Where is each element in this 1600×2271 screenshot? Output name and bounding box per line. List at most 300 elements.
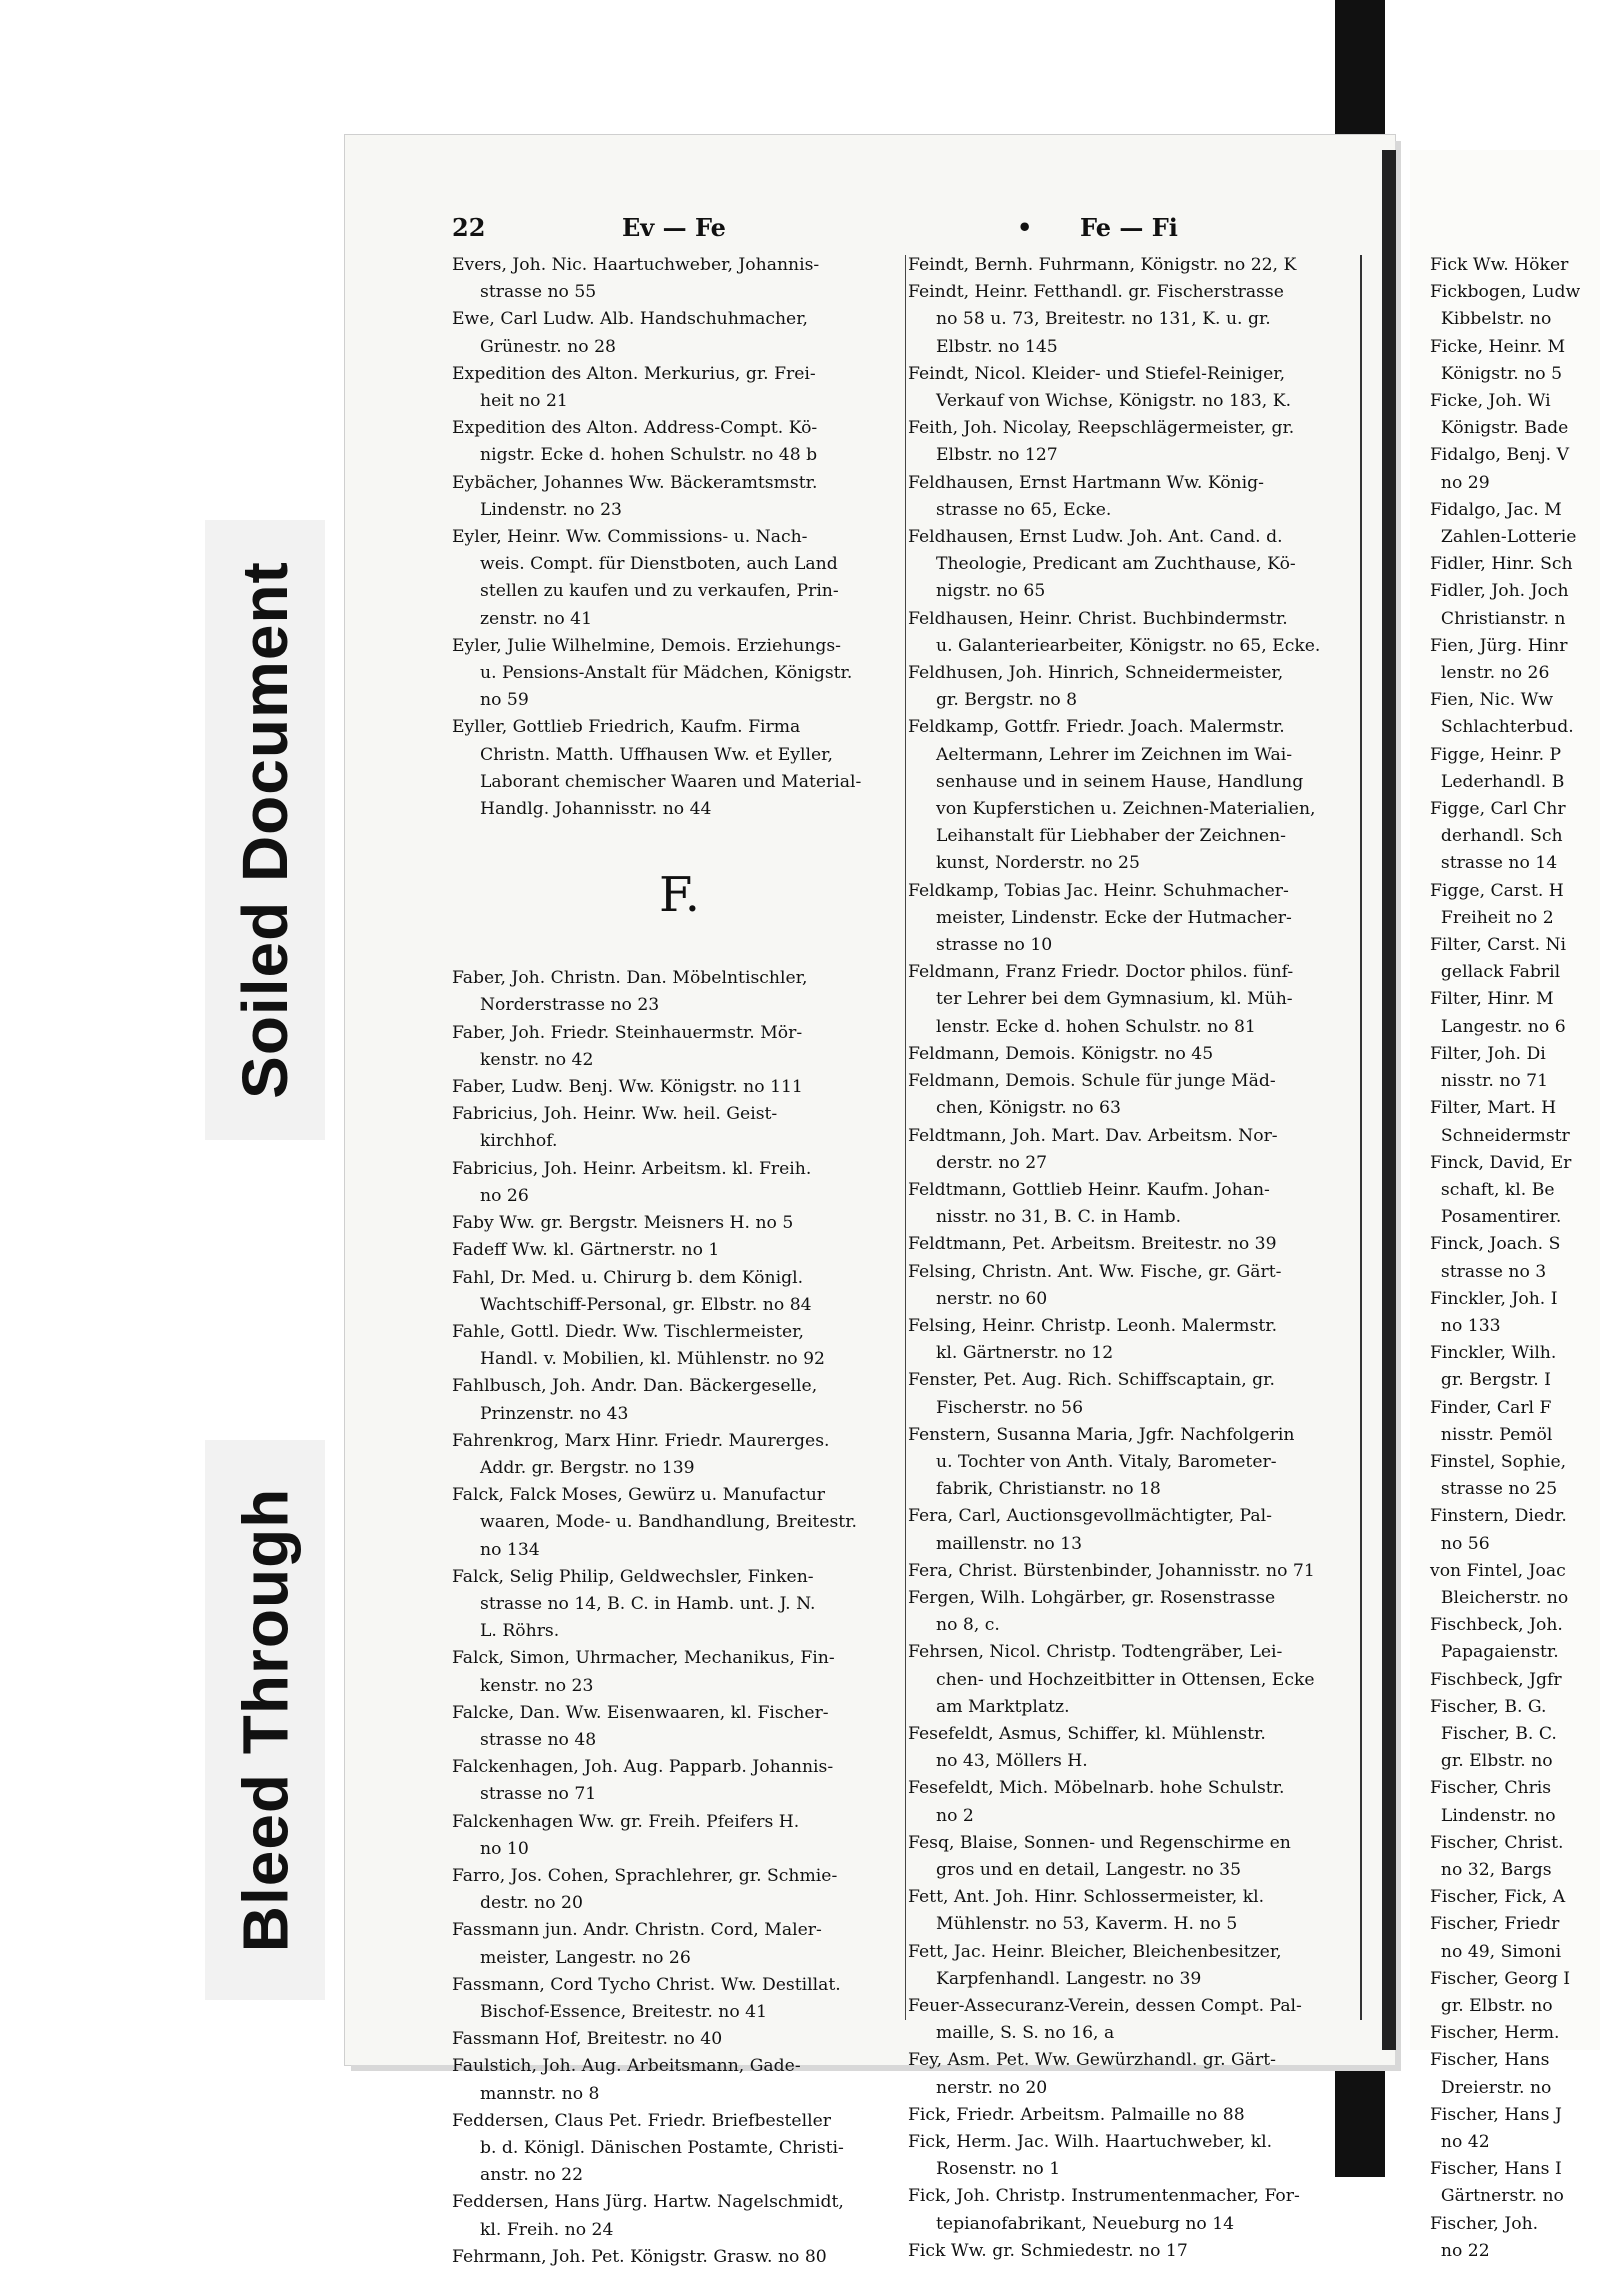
facing-entry-line: Filter, Carst. Ni — [1430, 935, 1567, 956]
entry-continuation: strasse no 55 — [480, 282, 597, 303]
facing-entry-line: Figge, Carst. H — [1430, 880, 1564, 901]
facing-entry-line: strasse no 14 — [1430, 853, 1558, 874]
facing-entry-line: Figge, Carl Chr — [1430, 799, 1566, 820]
facing-entry-line: Fischer, Fick, A — [1430, 1887, 1566, 1908]
entry-continuation: Elbstr. no 127 — [936, 445, 1058, 466]
entry-continuation: Laborant chemischer Waaren und Material- — [480, 771, 862, 792]
directory-entry — [908, 2238, 1360, 2265]
entry-continuation: heit no 21 — [480, 391, 568, 412]
entry-line: Feindt, Nicol. Kleider- und Stiefel-Reiniger, — [908, 363, 1286, 384]
facing-entry-line: Lederhandl. B — [1430, 771, 1565, 792]
facing-entry-line: derhandl. Sch — [1430, 826, 1563, 847]
directory-entry — [908, 1775, 1360, 1829]
middle-column — [908, 252, 1360, 2265]
entry-line: Falck, Falck Moses, Gewürz u. Manufactur — [452, 1485, 825, 1506]
entry-line: Fassmann Hof, Breitestr. no 40 — [452, 2029, 723, 2050]
soiled-document-text: Soiled Document — [229, 561, 301, 1099]
entry-continuation: mannstr. no 8 — [480, 2083, 600, 2104]
facing-entry-line: Lindenstr. no — [1430, 1805, 1556, 1826]
directory-entry — [452, 2026, 907, 2053]
left-column-entries-ev — [452, 252, 907, 823]
facing-entry-line: Fien, Nic. Ww — [1430, 690, 1554, 711]
directory-entry — [452, 1564, 907, 1646]
entry-line: Falckenhagen Ww. gr. Freih. Pfeifers H. — [452, 1811, 800, 1832]
entry-line: Falck, Simon, Uhrmacher, Mechanikus, Fin- — [452, 1648, 835, 1669]
entry-continuation: destr. no 20 — [480, 1893, 583, 1914]
directory-entry — [908, 252, 1360, 279]
entry-continuation: Wachtschiff-Personal, gr. Elbstr. no 84 — [480, 1294, 812, 1315]
entry-line: Feldtmann, Joh. Mart. Dav. Arbeitsm. Nor- — [908, 1125, 1278, 1146]
facing-entry-line: Finckler, Joh. I — [1430, 1288, 1558, 1309]
facing-entry-line: Filter, Hinr. M — [1430, 989, 1554, 1010]
entry-continuation: kenstr. no 23 — [480, 1675, 594, 1696]
directory-entry — [452, 1645, 907, 1699]
entry-line: Feldmann, Demois. Schule für junge Mäd- — [908, 1071, 1276, 1092]
entry-continuation: L. Röhrs. — [480, 1621, 560, 1642]
facing-entry-line: Finck, Joach. S — [1430, 1234, 1561, 1255]
directory-entry — [908, 279, 1360, 361]
facing-entry-line: no 29 — [1430, 472, 1490, 493]
directory-entry — [908, 1503, 1360, 1557]
directory-entry — [452, 965, 907, 1019]
directory-entry — [908, 2129, 1360, 2183]
left-column-entries-f — [452, 965, 907, 2271]
directory-entry — [908, 1422, 1360, 1504]
directory-entry — [908, 415, 1360, 469]
entry-continuation: nigstr. no 65 — [936, 581, 1046, 602]
facing-entry-line: nisstr. Pemöl — [1430, 1424, 1553, 1445]
entry-line: Faber, Joh. Christn. Dan. Möbelntischler, — [452, 968, 808, 989]
facing-entry-line: Ficke, Joh. Wi — [1430, 391, 1551, 412]
entry-continuation: anstr. no 22 — [480, 2165, 584, 2186]
entry-line: Evers, Joh. Nic. Haartuchweber, Johannis- — [452, 255, 820, 275]
entry-continuation: Grünestr. no 28 — [480, 336, 616, 357]
entry-continuation: no 58 u. 73, Breitestr. no 131, K. u. gr. — [936, 309, 1271, 330]
facing-entry-line: gellack Fabril — [1430, 962, 1561, 983]
entry-line: Fahrenkrog, Marx Hinr. Friedr. Maurerges. — [452, 1430, 830, 1451]
entry-continuation: no 59 — [480, 690, 529, 711]
entry-line: Feldhusen, Joh. Hinrich, Schneidermeister, — [908, 663, 1284, 684]
directory-entry — [908, 660, 1360, 714]
directory-entry — [452, 1210, 907, 1237]
soiled-document-label — [205, 520, 325, 1140]
entry-continuation: maillenstr. no 13 — [936, 1533, 1083, 1554]
directory-entry — [452, 470, 907, 524]
entry-line: Fabricius, Joh. Heinr. Ww. heil. Geist- — [452, 1104, 778, 1125]
entry-continuation: nerstr. no 60 — [936, 1288, 1048, 1309]
entry-line: Faber, Ludw. Benj. Ww. Königstr. no 111 — [452, 1077, 803, 1098]
facing-entry-line: Königstr. no 5 — [1430, 363, 1563, 384]
entry-line: Fick, Friedr. Arbeitsm. Palmaille no 88 — [908, 2104, 1245, 2125]
facing-entry-line: Papagaienstr. — [1430, 1642, 1559, 1663]
facing-entry-line: Figge, Heinr. P — [1430, 744, 1562, 765]
facing-entry-line: Fischer, Hans J — [1430, 2104, 1562, 2125]
facing-entry-line: no 42 — [1430, 2132, 1490, 2153]
entry-line: Fenster, Pet. Aug. Rich. Schiffscaptain, gr. — [908, 1370, 1275, 1391]
facing-entry-line: Fick Ww. Höker — [1430, 255, 1569, 275]
entry-continuation: nisstr. no 31, B. C. in Hamb. — [936, 1207, 1182, 1228]
directory-entry — [908, 1068, 1360, 1122]
header-range-left: Ev — Fe — [622, 213, 726, 242]
facing-entry-line: Fischer, B. C. — [1430, 1723, 1557, 1744]
directory-entry — [452, 1373, 907, 1427]
facing-entry-line: Filter, Joh. Di — [1430, 1043, 1546, 1064]
facing-entry-line: gr. Elbstr. no — [1430, 1996, 1553, 2016]
facing-entry-line: nisstr. no 71 — [1430, 1071, 1549, 1092]
entry-line: Fassmann, Cord Tycho Christ. Ww. Destillat. — [452, 1974, 841, 1995]
directory-entry — [908, 606, 1360, 660]
facing-entry-line: Langestr. no 6 — [1430, 1016, 1566, 1037]
facing-entry-line: Königstr. Bade — [1430, 418, 1569, 439]
directory-entry — [452, 1863, 907, 1917]
directory-entry — [452, 524, 907, 633]
entry-continuation: kl. Freih. no 24 — [480, 2219, 614, 2240]
facing-entry-line: Schlachterbud. — [1430, 717, 1574, 738]
entry-line: Feldmann, Demois. Königstr. no 45 — [908, 1043, 1214, 1064]
entry-line: Felsing, Christn. Ant. Ww. Fische, gr. Gärt- — [908, 1261, 1282, 1282]
entry-continuation: fabrik, Christianstr. no 18 — [936, 1479, 1161, 1500]
entry-continuation: Christn. Matth. Uffhausen Ww. et Eyller, — [480, 744, 833, 765]
directory-entry — [908, 1558, 1360, 1585]
facing-entry-line: schaft, kl. Be — [1430, 1179, 1555, 1200]
entry-line: Fesefeldt, Mich. Möbelnarb. hohe Schulstr. — [908, 1778, 1285, 1799]
entry-line: Feldtmann, Gottlieb Heinr. Kaufm. Johan- — [908, 1179, 1270, 1200]
facing-entry-line: Posamentirer. — [1430, 1207, 1562, 1228]
directory-entry — [452, 361, 907, 415]
entry-continuation: gros und en detail, Langestr. no 35 — [936, 1859, 1242, 1880]
directory-entry — [908, 1639, 1360, 1721]
entry-continuation: u. Pensions-Anstalt für Mädchen, Königstr. — [480, 663, 853, 684]
entry-continuation: u. Tochter von Anth. Vitaly, Barometer- — [936, 1451, 1277, 1472]
bleed-through-label — [205, 1440, 325, 2000]
bleed-through-text: Bleed Through — [229, 1487, 301, 1953]
entry-line: Fey, Asm. Pet. Ww. Gewürzhandl. gr. Gärt- — [908, 2050, 1276, 2071]
facing-entry-line: Fischer, B. G. — [1430, 1696, 1547, 1717]
directory-entry — [452, 1265, 907, 1319]
entry-continuation: lenstr. Ecke d. hohen Schulstr. no 81 — [936, 1016, 1256, 1037]
entry-line: Eybächer, Johannes Ww. Bäckeramtsmstr. — [452, 472, 818, 493]
entry-continuation: no 43, Möllers H. — [936, 1751, 1088, 1772]
entry-continuation: Mühlenstr. no 53, Kaverm. H. no 5 — [936, 1914, 1238, 1935]
directory-entry — [452, 1809, 907, 1863]
page-header — [452, 213, 1352, 249]
directory-entry — [908, 1231, 1360, 1258]
entry-line: Ewe, Carl Ludw. Alb. Handschuhmacher, — [452, 309, 809, 330]
entry-continuation: Leihanstalt für Liebhaber der Zeichnen- — [936, 826, 1286, 847]
facing-entry-line: no 22 — [1430, 2240, 1490, 2261]
facing-entry-line: no 49, Simoni — [1430, 1941, 1562, 1962]
directory-entry — [452, 415, 907, 469]
facing-entry-line: Fischer, Georg I — [1430, 1968, 1571, 1989]
entry-continuation: Handl. v. Mobilien, kl. Mühlenstr. no 92 — [480, 1349, 825, 1370]
directory-entry — [452, 1319, 907, 1373]
directory-entry — [452, 306, 907, 360]
directory-entry — [908, 959, 1360, 1041]
directory-entry — [908, 1041, 1360, 1068]
facing-entry-line: Finstern, Diedr. — [1430, 1506, 1567, 1527]
facing-entry-line: Fischbeck, Joh. — [1430, 1615, 1563, 1636]
section-letter: F. — [658, 867, 701, 924]
entry-line: Fera, Christ. Bürstenbinder, Johannisstr. no 71 — [908, 1560, 1315, 1581]
entry-continuation: kl. Gärtnerstr. no 12 — [936, 1343, 1114, 1364]
entry-line: Fick, Herm. Jac. Wilh. Haartuchweber, kl. — [908, 2132, 1273, 2153]
entry-continuation: maille, S. S. no 16, a — [936, 2023, 1115, 2044]
entry-line: Feddersen, Hans Jürg. Hartw. Nagelschmidt, — [452, 2192, 844, 2213]
entry-continuation: strasse no 65, Ecke. — [936, 499, 1112, 520]
entry-line: Eyler, Julie Wilhelmine, Demois. Erziehungs- — [452, 635, 841, 656]
entry-continuation: no 134 — [480, 1539, 540, 1560]
entry-continuation: nigstr. Ecke d. hohen Schulstr. no 48 b — [480, 445, 818, 466]
facing-entry-line: Dreierstr. no — [1430, 2077, 1552, 2098]
facing-entry-line: no 56 — [1430, 1533, 1490, 1554]
entry-line: Fesefeldt, Asmus, Schiffer, kl. Mühlenstr. — [908, 1723, 1266, 1744]
page-number: 22 — [452, 213, 486, 242]
facing-entry-line: Fischer, Chris — [1430, 1778, 1552, 1799]
entry-continuation: Lindenstr. no 23 — [480, 499, 622, 520]
entry-line: Feldhausen, Ernst Hartmann Ww. König- — [908, 472, 1264, 493]
directory-entry — [452, 714, 907, 823]
entry-continuation: gr. Bergstr. no 8 — [936, 690, 1078, 711]
entry-continuation: zenstr. no 41 — [480, 608, 593, 629]
entry-line: Falck, Selig Philip, Geldwechsler, Finken- — [452, 1566, 814, 1587]
facing-entry-line: Fischer, Friedr — [1430, 1914, 1560, 1935]
directory-entry — [908, 1259, 1360, 1313]
facing-entry-line: Fischbeck, Jgfr — [1430, 1669, 1562, 1690]
entry-line: Falckenhagen, Joh. Aug. Papparb. Johannis- — [452, 1757, 834, 1778]
directory-entry — [452, 2053, 907, 2107]
facing-entry-line: Fidalgo, Jac. M — [1430, 499, 1562, 520]
entry-continuation: kenstr. no 42 — [480, 1049, 594, 1070]
directory-entry — [452, 1972, 907, 2026]
directory-entry — [452, 1074, 907, 1101]
entry-line: Fick, Joh. Christp. Instrumentenmacher, For- — [908, 2186, 1300, 2207]
directory-entry — [908, 1939, 1360, 1993]
entry-line: Eyler, Heinr. Ww. Commissions- u. Nach- — [452, 527, 808, 548]
entry-continuation: no 26 — [480, 1185, 529, 1206]
entry-line: Feldhausen, Heinr. Christ. Buchbindermstr. — [908, 608, 1288, 629]
directory-entry — [908, 1721, 1360, 1775]
facing-entry-line: Fien, Jürg. Hinr — [1430, 635, 1568, 656]
entry-line: Fabricius, Joh. Heinr. Arbeitsm. kl. Freih. — [452, 1158, 812, 1179]
entry-line: Fergen, Wilh. Lohgärber, gr. Rosenstrasse — [908, 1587, 1276, 1608]
facing-entry-line: Bleicherstr. no — [1430, 1587, 1569, 1608]
left-column — [452, 252, 907, 2271]
directory-entry — [908, 878, 1360, 960]
entry-continuation: ter Lehrer bei dem Gymnasium, kl. Müh- — [936, 989, 1293, 1010]
directory-entry — [908, 1993, 1360, 2047]
entry-continuation: chen, Königstr. no 63 — [936, 1098, 1121, 1119]
entry-line: Falcke, Dan. Ww. Eisenwaaren, kl. Fischer- — [452, 1702, 829, 1723]
entry-continuation: waaren, Mode- u. Bandhandlung, Breitestr. — [480, 1512, 857, 1533]
directory-entry — [452, 1917, 907, 1971]
facing-entry-line: von Fintel, Joac — [1430, 1560, 1566, 1581]
entry-continuation: meister, Lindenstr. Ecke der Hutmacher- — [936, 907, 1292, 928]
entry-continuation: Norderstrasse no 23 — [480, 995, 660, 1016]
facing-entry-line: Fischer, Christ. — [1430, 1832, 1564, 1853]
facing-entry-line: Finstel, Sophie, — [1430, 1451, 1567, 1472]
entry-continuation: stellen zu kaufen und zu verkaufen, Prin- — [480, 581, 839, 602]
directory-entry — [908, 524, 1360, 606]
entry-continuation: Elbstr. no 145 — [936, 336, 1058, 357]
facing-entry-line: no 133 — [1430, 1315, 1501, 1336]
directory-entry — [452, 1237, 907, 1264]
entry-line: Felsing, Heinr. Christp. Leonh. Malermstr. — [908, 1315, 1278, 1336]
entry-line: Feuer-Assecuranz-Verein, dessen Compt. Pal- — [908, 1996, 1302, 2016]
entry-continuation: Bischof-Essence, Breitestr. no 41 — [480, 2001, 768, 2022]
directory-entry — [908, 1313, 1360, 1367]
entry-line: Feldmann, Franz Friedr. Doctor philos. fünf- — [908, 962, 1294, 983]
entry-continuation: strasse no 48 — [480, 1729, 597, 1750]
directory-entry — [452, 633, 907, 715]
facing-entry-line: Finck, David, Er — [1430, 1152, 1572, 1173]
facing-entry-line: Gärtnerstr. no — [1430, 2186, 1564, 2207]
entry-continuation: weis. Compt. für Dienstboten, auch Land — [480, 554, 838, 575]
facing-entry-line: Filter, Mart. H — [1430, 1098, 1557, 1119]
facing-entry-line: Freiheit no 2 — [1430, 907, 1554, 928]
entry-line: Feindt, Bernh. Fuhrmann, Königstr. no 22, K — [908, 255, 1297, 275]
directory-entry — [908, 714, 1360, 877]
entry-line: Fesq, Blaise, Sonnen- und Regenschirme en — [908, 1832, 1291, 1853]
entry-line: Faber, Joh. Friedr. Steinhauermstr. Mör- — [452, 1022, 803, 1043]
directory-entry — [908, 1123, 1360, 1177]
directory-entry — [452, 252, 907, 306]
directory-entry — [452, 1101, 907, 1155]
entry-line: Eyller, Gottlieb Friedrich, Kaufm. Firma — [452, 717, 801, 738]
facing-entry-line: lenstr. no 26 — [1430, 663, 1550, 684]
entry-continuation: Karpfenhandl. Langestr. no 39 — [936, 1968, 1202, 1989]
facing-entry-line: strasse no 3 — [1430, 1261, 1547, 1282]
entry-line: Fehrsen, Nicol. Christp. Todtengräber, Lei- — [908, 1642, 1283, 1663]
header-range-right: Fe — Fi — [1080, 213, 1178, 242]
entry-line: Fahlbusch, Joh. Andr. Dan. Bäckergeselle, — [452, 1376, 818, 1397]
directory-entry — [908, 2102, 1360, 2129]
entry-line: Feldkamp, Tobias Jac. Heinr. Schuhmacher- — [908, 880, 1289, 901]
entry-continuation: Aeltermann, Lehrer im Zeichnen im Wai- — [936, 744, 1293, 765]
header-bullet: • — [1017, 213, 1033, 242]
entry-line: Faby Ww. gr. Bergstr. Meisners H. no 5 — [452, 1213, 794, 1234]
directory-entry — [452, 1482, 907, 1564]
directory-entry — [452, 1754, 907, 1808]
entry-continuation: Fischerstr. no 56 — [936, 1397, 1084, 1418]
directory-entry — [452, 1156, 907, 1210]
entry-continuation: senhause und in seinem Hause, Handlung — [936, 771, 1304, 792]
directory-entry — [452, 2244, 907, 2271]
directory-entry — [908, 1177, 1360, 1231]
page-gutter — [1382, 150, 1396, 2050]
directory-entry — [908, 1367, 1360, 1421]
directory-entry — [452, 2189, 907, 2243]
entry-continuation: no 2 — [936, 1805, 974, 1826]
directory-entry — [452, 1020, 907, 1074]
facing-entry-line: Fidler, Joh. Joch — [1430, 581, 1569, 602]
entry-line: Fadeff Ww. kl. Gärtnerstr. no 1 — [452, 1240, 720, 1261]
entry-line: Faulstich, Joh. Aug. Arbeitsmann, Gade- — [452, 2056, 801, 2077]
entry-continuation: Rosenstr. no 1 — [936, 2159, 1061, 2180]
facing-page-column — [1430, 252, 1600, 2265]
entry-line: Feldhausen, Ernst Ludw. Joh. Ant. Cand. d. — [908, 527, 1283, 548]
facing-entry-line: Schneidermstr — [1430, 1125, 1570, 1146]
directory-entry — [452, 1700, 907, 1754]
facing-entry-line: Fidalgo, Benj. V — [1430, 445, 1569, 466]
directory-entry — [908, 1830, 1360, 1884]
entry-continuation: am Marktplatz. — [936, 1696, 1070, 1717]
entry-line: Feldtmann, Pet. Arbeitsm. Breitestr. no 39 — [908, 1234, 1277, 1255]
facing-entry-line: gr. Bergstr. I — [1430, 1370, 1551, 1391]
entry-line: Fick Ww. gr. Schmiedestr. no 17 — [908, 2240, 1188, 2261]
facing-entry-line: Fischer, Hans — [1430, 2050, 1550, 2071]
entry-line: Fehrmann, Joh. Pet. Königstr. Grasw. no 80 — [452, 2246, 827, 2267]
entry-line: Expedition des Alton. Address-Compt. Kö- — [452, 418, 818, 439]
facing-entry-line: Christianstr. n — [1430, 608, 1566, 629]
entry-line: Fett, Jac. Heinr. Bleicher, Bleichenbesitzer, — [908, 1941, 1282, 1962]
facing-entry-line: Fischer, Herm. — [1430, 2023, 1560, 2044]
entry-continuation: von Kupferstichen u. Zeichnen-Materialien, — [936, 799, 1316, 820]
facing-entry-line: gr. Elbstr. no — [1430, 1751, 1553, 1772]
facing-entry-line: Fidler, Hinr. Sch — [1430, 554, 1573, 575]
facing-entry-line: Ficke, Heinr. M — [1430, 336, 1566, 357]
facing-entry-line: Zahlen-Lotterie — [1430, 527, 1577, 548]
entry-continuation: strasse no 71 — [480, 1784, 597, 1805]
facing-entry-line: Kibbelstr. no — [1430, 309, 1552, 330]
entry-line: Fahle, Gottl. Diedr. Ww. Tischlermeister, — [452, 1321, 804, 1342]
entry-line: Farro, Jos. Cohen, Sprachlehrer, gr. Schmie- — [452, 1865, 838, 1886]
entry-line: Feddersen, Claus Pet. Friedr. Briefbesteller — [452, 2110, 831, 2131]
entry-continuation: kunst, Norderstr. no 25 — [936, 853, 1140, 874]
entry-line: Fett, Ant. Joh. Hinr. Schlossermeister, kl. — [908, 1887, 1265, 1908]
entry-continuation: meister, Langestr. no 26 — [480, 1947, 691, 1968]
facing-entry-line: Fischer, Joh. — [1430, 2213, 1539, 2234]
directory-entry — [908, 1585, 1360, 1639]
entry-continuation: no 10 — [480, 1838, 529, 1859]
facing-entry-line: no 32, Bargs — [1430, 1859, 1552, 1880]
facing-entry-line: Finckler, Wilh. — [1430, 1343, 1557, 1364]
facing-entry-line: Fickbogen, Ludw — [1430, 282, 1581, 303]
facing-entry-line: Finder, Carl F — [1430, 1397, 1552, 1418]
directory-entry — [908, 470, 1360, 524]
entry-line: Feindt, Heinr. Fetthandl. gr. Fischerstrasse — [908, 282, 1284, 303]
entry-continuation: Verkauf von Wichse, Königstr. no 183, K. — [936, 391, 1292, 412]
entry-continuation: no 8, c. — [936, 1615, 1000, 1636]
entry-line: Feith, Joh. Nicolay, Reepschlägermeister, gr. — [908, 418, 1295, 439]
directory-entry — [908, 2047, 1360, 2101]
entry-continuation: Handlg. Johannisstr. no 44 — [480, 799, 712, 820]
entry-continuation: chen- und Hochzeitbitter in Ottensen, Ecke — [936, 1669, 1315, 1690]
entry-continuation: strasse no 14, B. C. in Hamb. unt. J. N. — [480, 1593, 816, 1614]
entry-continuation: derstr. no 27 — [936, 1152, 1048, 1173]
directory-entry — [452, 1428, 907, 1482]
column-rule-right — [1360, 255, 1362, 2020]
entry-continuation: tepianofabrikant, Neueburg no 14 — [936, 2213, 1235, 2234]
entry-line: Feldkamp, Gottfr. Friedr. Joach. Malermstr. — [908, 717, 1285, 738]
directory-entry — [908, 1884, 1360, 1938]
facing-entry-line: strasse no 25 — [1430, 1479, 1558, 1500]
entry-line: Fassmann jun. Andr. Christn. Cord, Maler- — [452, 1920, 822, 1941]
entry-continuation: Prinzenstr. no 43 — [480, 1403, 629, 1424]
entry-continuation: kirchhof. — [480, 1131, 558, 1152]
entry-line: Fahl, Dr. Med. u. Chirurg b. dem Königl. — [452, 1267, 804, 1288]
directory-entry — [452, 2108, 907, 2190]
entry-continuation: b. d. Königl. Dänischen Postamte, Christi- — [480, 2138, 844, 2158]
scan-edge-bar-top — [1335, 0, 1385, 150]
entry-continuation: strasse no 10 — [936, 935, 1053, 956]
entry-continuation: nerstr. no 20 — [936, 2077, 1048, 2098]
entry-continuation: Theologie, Predicant am Zuchthause, Kö- — [936, 554, 1296, 575]
entry-line: Fera, Carl, Auctionsgevollmächtigter, Pal- — [908, 1506, 1272, 1527]
directory-entry — [908, 361, 1360, 415]
entry-line: Fenstern, Susanna Maria, Jgfr. Nachfolgerin — [908, 1424, 1295, 1445]
entry-continuation: Addr. gr. Bergstr. no 139 — [480, 1457, 695, 1478]
entry-continuation: u. Galanteriearbeiter, Königstr. no 65, Ecke. — [936, 635, 1321, 656]
